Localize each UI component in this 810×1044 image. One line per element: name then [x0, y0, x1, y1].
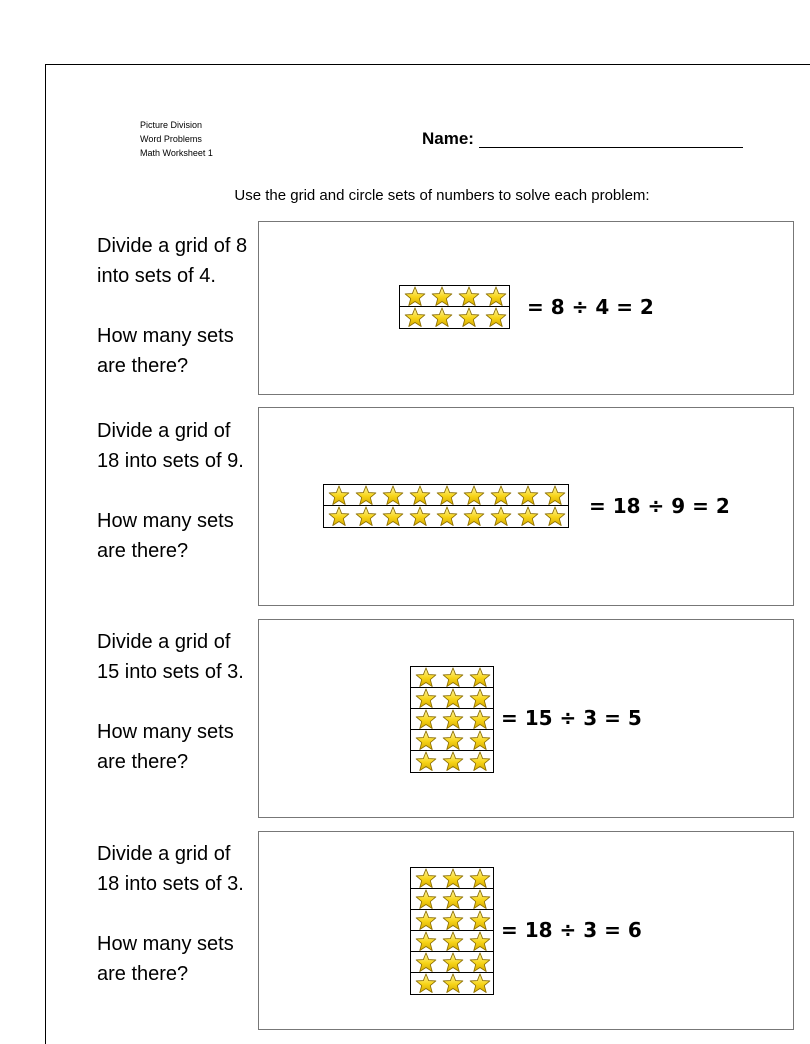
star-icon[interactable] [379, 507, 406, 527]
equation: = 15 ÷ 3 = 5 [501, 706, 642, 730]
grid-row[interactable] [411, 688, 493, 709]
star-icon[interactable] [406, 507, 433, 527]
problem-question: How many sets are there? [97, 933, 234, 985]
grid-row[interactable] [411, 868, 493, 889]
name-label: Name: [422, 129, 474, 148]
grid-row[interactable] [411, 751, 493, 772]
star-icon[interactable] [412, 730, 439, 750]
star-icon[interactable] [466, 752, 493, 772]
star-icon[interactable] [466, 667, 493, 687]
grid-row[interactable] [411, 931, 493, 952]
star-icon[interactable] [487, 507, 514, 527]
star-icon[interactable] [439, 889, 466, 909]
equation: = 18 ÷ 3 = 6 [501, 918, 642, 942]
star-icon[interactable] [482, 286, 509, 306]
star-icon[interactable] [541, 507, 568, 527]
star-icon[interactable] [439, 931, 466, 951]
star-icon[interactable] [439, 952, 466, 972]
star-icon[interactable] [541, 485, 568, 505]
star-icon[interactable] [412, 952, 439, 972]
grid-row[interactable] [324, 506, 568, 527]
grid-row[interactable] [324, 485, 568, 506]
star-icon[interactable] [406, 485, 433, 505]
star-icon[interactable] [439, 730, 466, 750]
star-icon[interactable] [514, 485, 541, 505]
star-icon[interactable] [466, 688, 493, 708]
star-grid[interactable] [323, 484, 569, 528]
meta-line: Word Problems [140, 134, 202, 144]
grid-row[interactable] [411, 709, 493, 730]
star-icon[interactable] [439, 868, 466, 888]
grid-row[interactable] [400, 286, 509, 307]
star-icon[interactable] [455, 308, 482, 328]
star-icon[interactable] [487, 485, 514, 505]
answer-box[interactable] [258, 407, 794, 606]
grid-row[interactable] [411, 910, 493, 931]
problem-text [97, 416, 257, 566]
star-icon[interactable] [439, 752, 466, 772]
grid-row[interactable] [411, 973, 493, 994]
star-icon[interactable] [433, 485, 460, 505]
equation: = 8 ÷ 4 = 2 [527, 295, 654, 319]
problem-text [97, 627, 257, 777]
star-icon[interactable] [433, 507, 460, 527]
star-icon[interactable] [412, 688, 439, 708]
grid-row[interactable] [411, 730, 493, 751]
grid-row[interactable] [411, 667, 493, 688]
star-icon[interactable] [428, 308, 455, 328]
equation: = 18 ÷ 9 = 2 [589, 494, 730, 518]
grid-row[interactable] [411, 889, 493, 910]
star-icon[interactable] [466, 730, 493, 750]
star-icon[interactable] [352, 485, 379, 505]
star-icon[interactable] [455, 286, 482, 306]
star-icon[interactable] [466, 931, 493, 951]
star-icon[interactable] [412, 889, 439, 909]
star-icon[interactable] [439, 667, 466, 687]
star-icon[interactable] [412, 667, 439, 687]
star-grid[interactable] [410, 867, 494, 995]
star-icon[interactable] [401, 286, 428, 306]
problem-question: How many sets are there? [97, 721, 234, 773]
star-icon[interactable] [460, 485, 487, 505]
star-icon[interactable] [379, 485, 406, 505]
star-icon[interactable] [325, 485, 352, 505]
grid-row[interactable] [400, 307, 509, 328]
problem-statement: Divide a grid of 18 into sets of 9. [97, 420, 244, 472]
answer-box[interactable] [258, 831, 794, 1030]
star-icon[interactable] [401, 308, 428, 328]
star-grid[interactable] [399, 285, 510, 329]
star-icon[interactable] [466, 889, 493, 909]
problem-statement: Divide a grid of 15 into sets of 3. [97, 631, 244, 683]
star-icon[interactable] [352, 507, 379, 527]
star-icon[interactable] [428, 286, 455, 306]
answer-box[interactable] [258, 619, 794, 818]
problem-statement: Divide a grid of 8 into sets of 4. [97, 235, 248, 287]
star-icon[interactable] [412, 752, 439, 772]
star-icon[interactable] [412, 709, 439, 729]
worksheet-meta [140, 118, 213, 160]
star-icon[interactable] [466, 952, 493, 972]
star-icon[interactable] [412, 868, 439, 888]
star-icon[interactable] [439, 910, 466, 930]
star-icon[interactable] [482, 308, 509, 328]
instructions: Use the grid and circle sets of numbers to solve each problem: [234, 187, 650, 204]
star-icon[interactable] [412, 910, 439, 930]
meta-line: Math Worksheet 1 [140, 148, 213, 158]
star-icon[interactable] [466, 910, 493, 930]
star-icon[interactable] [514, 507, 541, 527]
problem-question: How many sets are there? [97, 325, 234, 377]
star-icon[interactable] [325, 507, 352, 527]
problem-text [97, 839, 257, 989]
problem-text [97, 231, 257, 381]
name-blank-line[interactable] [479, 147, 743, 148]
star-icon[interactable] [412, 931, 439, 951]
star-icon[interactable] [466, 709, 493, 729]
star-icon[interactable] [439, 974, 466, 994]
meta-line: Picture Division [140, 120, 203, 130]
star-icon[interactable] [466, 974, 493, 994]
answer-box[interactable] [258, 221, 794, 395]
star-grid[interactable] [410, 666, 494, 773]
star-icon[interactable] [466, 868, 493, 888]
problem-statement: Divide a grid of 18 into sets of 3. [97, 843, 244, 895]
star-icon[interactable] [412, 974, 439, 994]
problem-question: How many sets are there? [97, 510, 234, 562]
star-icon[interactable] [439, 688, 466, 708]
star-icon[interactable] [460, 507, 487, 527]
grid-row[interactable] [411, 952, 493, 973]
star-icon[interactable] [439, 709, 466, 729]
